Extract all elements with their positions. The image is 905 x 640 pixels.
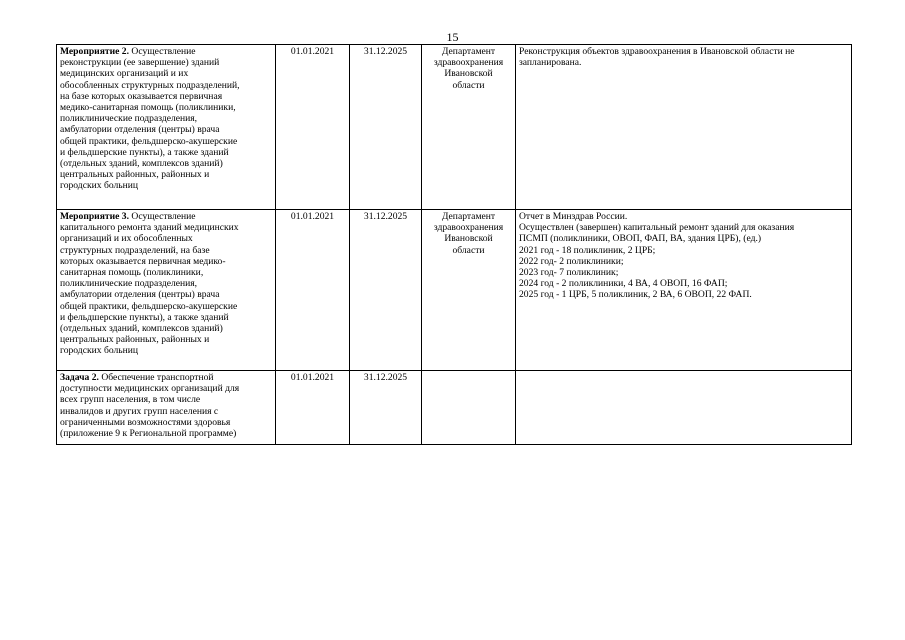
end-date: 31.12.2025 — [350, 45, 422, 210]
result-line: 2022 год- 2 поликлиники; — [519, 255, 624, 267]
desc-line: обособленных структурных подразделений, — [60, 79, 240, 91]
desc-line: поликлинические подразделения, — [60, 113, 198, 125]
result-cell — [516, 45, 852, 210]
executor-line: области — [452, 244, 485, 256]
desc-line: амбулатории отделения (центры) врача — [60, 289, 220, 301]
desc-line: Осуществление — [129, 211, 196, 222]
desc-line: и фельдшерские пункты), а также зданий — [60, 311, 229, 323]
measures-table — [56, 44, 852, 445]
task-description-cell — [57, 371, 276, 445]
result-line: Отчет в Минздрав России. — [519, 211, 628, 222]
result-line: 2024 год - 2 поликлиники, 4 ВА, 4 ОВОП, 16 ФАП; — [519, 278, 728, 290]
executor-cell — [422, 45, 516, 210]
desc-line: городских больниц — [60, 345, 139, 357]
desc-line: санитарная помощь (поликлиники, — [60, 267, 204, 279]
desc-line: инвалидов и других групп населения с — [60, 405, 219, 417]
desc-line: поликлинические подразделения, — [60, 278, 198, 290]
measure-title: Мероприятие 3. — [60, 211, 129, 222]
desc-line: общей практики, фельдшерско-акушерские — [60, 135, 238, 147]
result-line: 2023 год- 7 поликлиник; — [519, 267, 619, 279]
desc-line: городских больниц — [60, 180, 139, 192]
result-line: 2021 год - 18 поликлиник, 2 ЦРБ; — [519, 244, 656, 256]
end-date: 31.12.2025 — [350, 210, 422, 371]
desc-line: (отдельных зданий, комплексов зданий) — [60, 323, 223, 335]
desc-line: структурных подразделений, на базе — [60, 244, 210, 256]
start-date: 01.01.2021 — [276, 210, 350, 371]
desc-line: (отдельных зданий, комплексов зданий) — [60, 158, 223, 170]
executor-line: Ивановской — [444, 68, 493, 80]
start-date: 01.01.2021 — [276, 45, 350, 210]
desc-line: организаций и их обособленных — [60, 233, 193, 245]
page-number: 15 — [446, 30, 459, 44]
table-row — [57, 210, 852, 371]
start-date: 01.01.2021 — [276, 371, 350, 445]
desc-line: реконструкции (ее завершение) зданий — [60, 57, 220, 69]
desc-line: общей практики, фельдшерско-акушерские — [60, 300, 238, 312]
desc-line: центральных районных, районных и — [60, 334, 210, 346]
task-title: Задача 2. — [60, 372, 99, 383]
executor-line: Департамент — [441, 211, 496, 222]
table-row — [57, 45, 852, 210]
desc-line: медицинских организаций и их — [60, 68, 189, 80]
result-line: 2025 год - 1 ЦРБ, 5 поликлиник, 2 ВА, 6 ОВОП, 22 ФАП. — [519, 289, 752, 301]
desc-line: Обеспечение транспортной — [98, 372, 214, 383]
desc-line: доступности медицинских организаций для — [60, 383, 240, 395]
executor-line: области — [452, 79, 485, 91]
desc-line: которых оказывается первичная медико- — [60, 255, 226, 267]
desc-line: на базе которых оказывается первичная — [60, 90, 223, 102]
measure-description-cell — [57, 45, 276, 210]
end-date: 31.12.2025 — [350, 371, 422, 445]
desc-line: всех групп населения, в том числе — [60, 394, 201, 406]
desc-line: (приложение 9 к Региональной программе) — [60, 428, 237, 440]
result-cell — [516, 210, 852, 371]
result-cell — [516, 371, 852, 445]
result-line: ПСМП (поликлиники, ОВОП, ФАП, ВА, здания ЦРБ), (ед.) — [519, 233, 762, 245]
desc-line: капитального ремонта зданий медицинских — [60, 222, 239, 234]
executor-line: здравоохранения — [433, 222, 504, 234]
measure-description-cell — [57, 210, 276, 371]
executor-line: Ивановской — [444, 233, 493, 245]
desc-line: ограниченными возможностями здоровья — [60, 416, 231, 428]
executor-cell — [422, 371, 516, 445]
executor-line: здравоохранения — [433, 57, 504, 69]
executor-cell — [422, 210, 516, 371]
desc-line: Осуществление — [129, 46, 196, 57]
desc-line: и фельдшерские пункты), а также зданий — [60, 146, 229, 158]
result-line: Реконструкция объектов здравоохранения в Ивановской области не — [519, 46, 795, 57]
measure-title: Мероприятие 2. — [60, 46, 129, 57]
executor-line: Департамент — [441, 46, 496, 57]
desc-line: медико-санитарная помощь (поликлиники, — [60, 102, 236, 114]
result-line: запланирована. — [519, 57, 582, 69]
desc-line: амбулатории отделения (центры) врача — [60, 124, 220, 136]
table-row — [57, 371, 852, 445]
desc-line: центральных районных, районных и — [60, 169, 210, 181]
result-line: Осуществлен (завершен) капитальный ремонт зданий для оказания — [519, 222, 795, 234]
